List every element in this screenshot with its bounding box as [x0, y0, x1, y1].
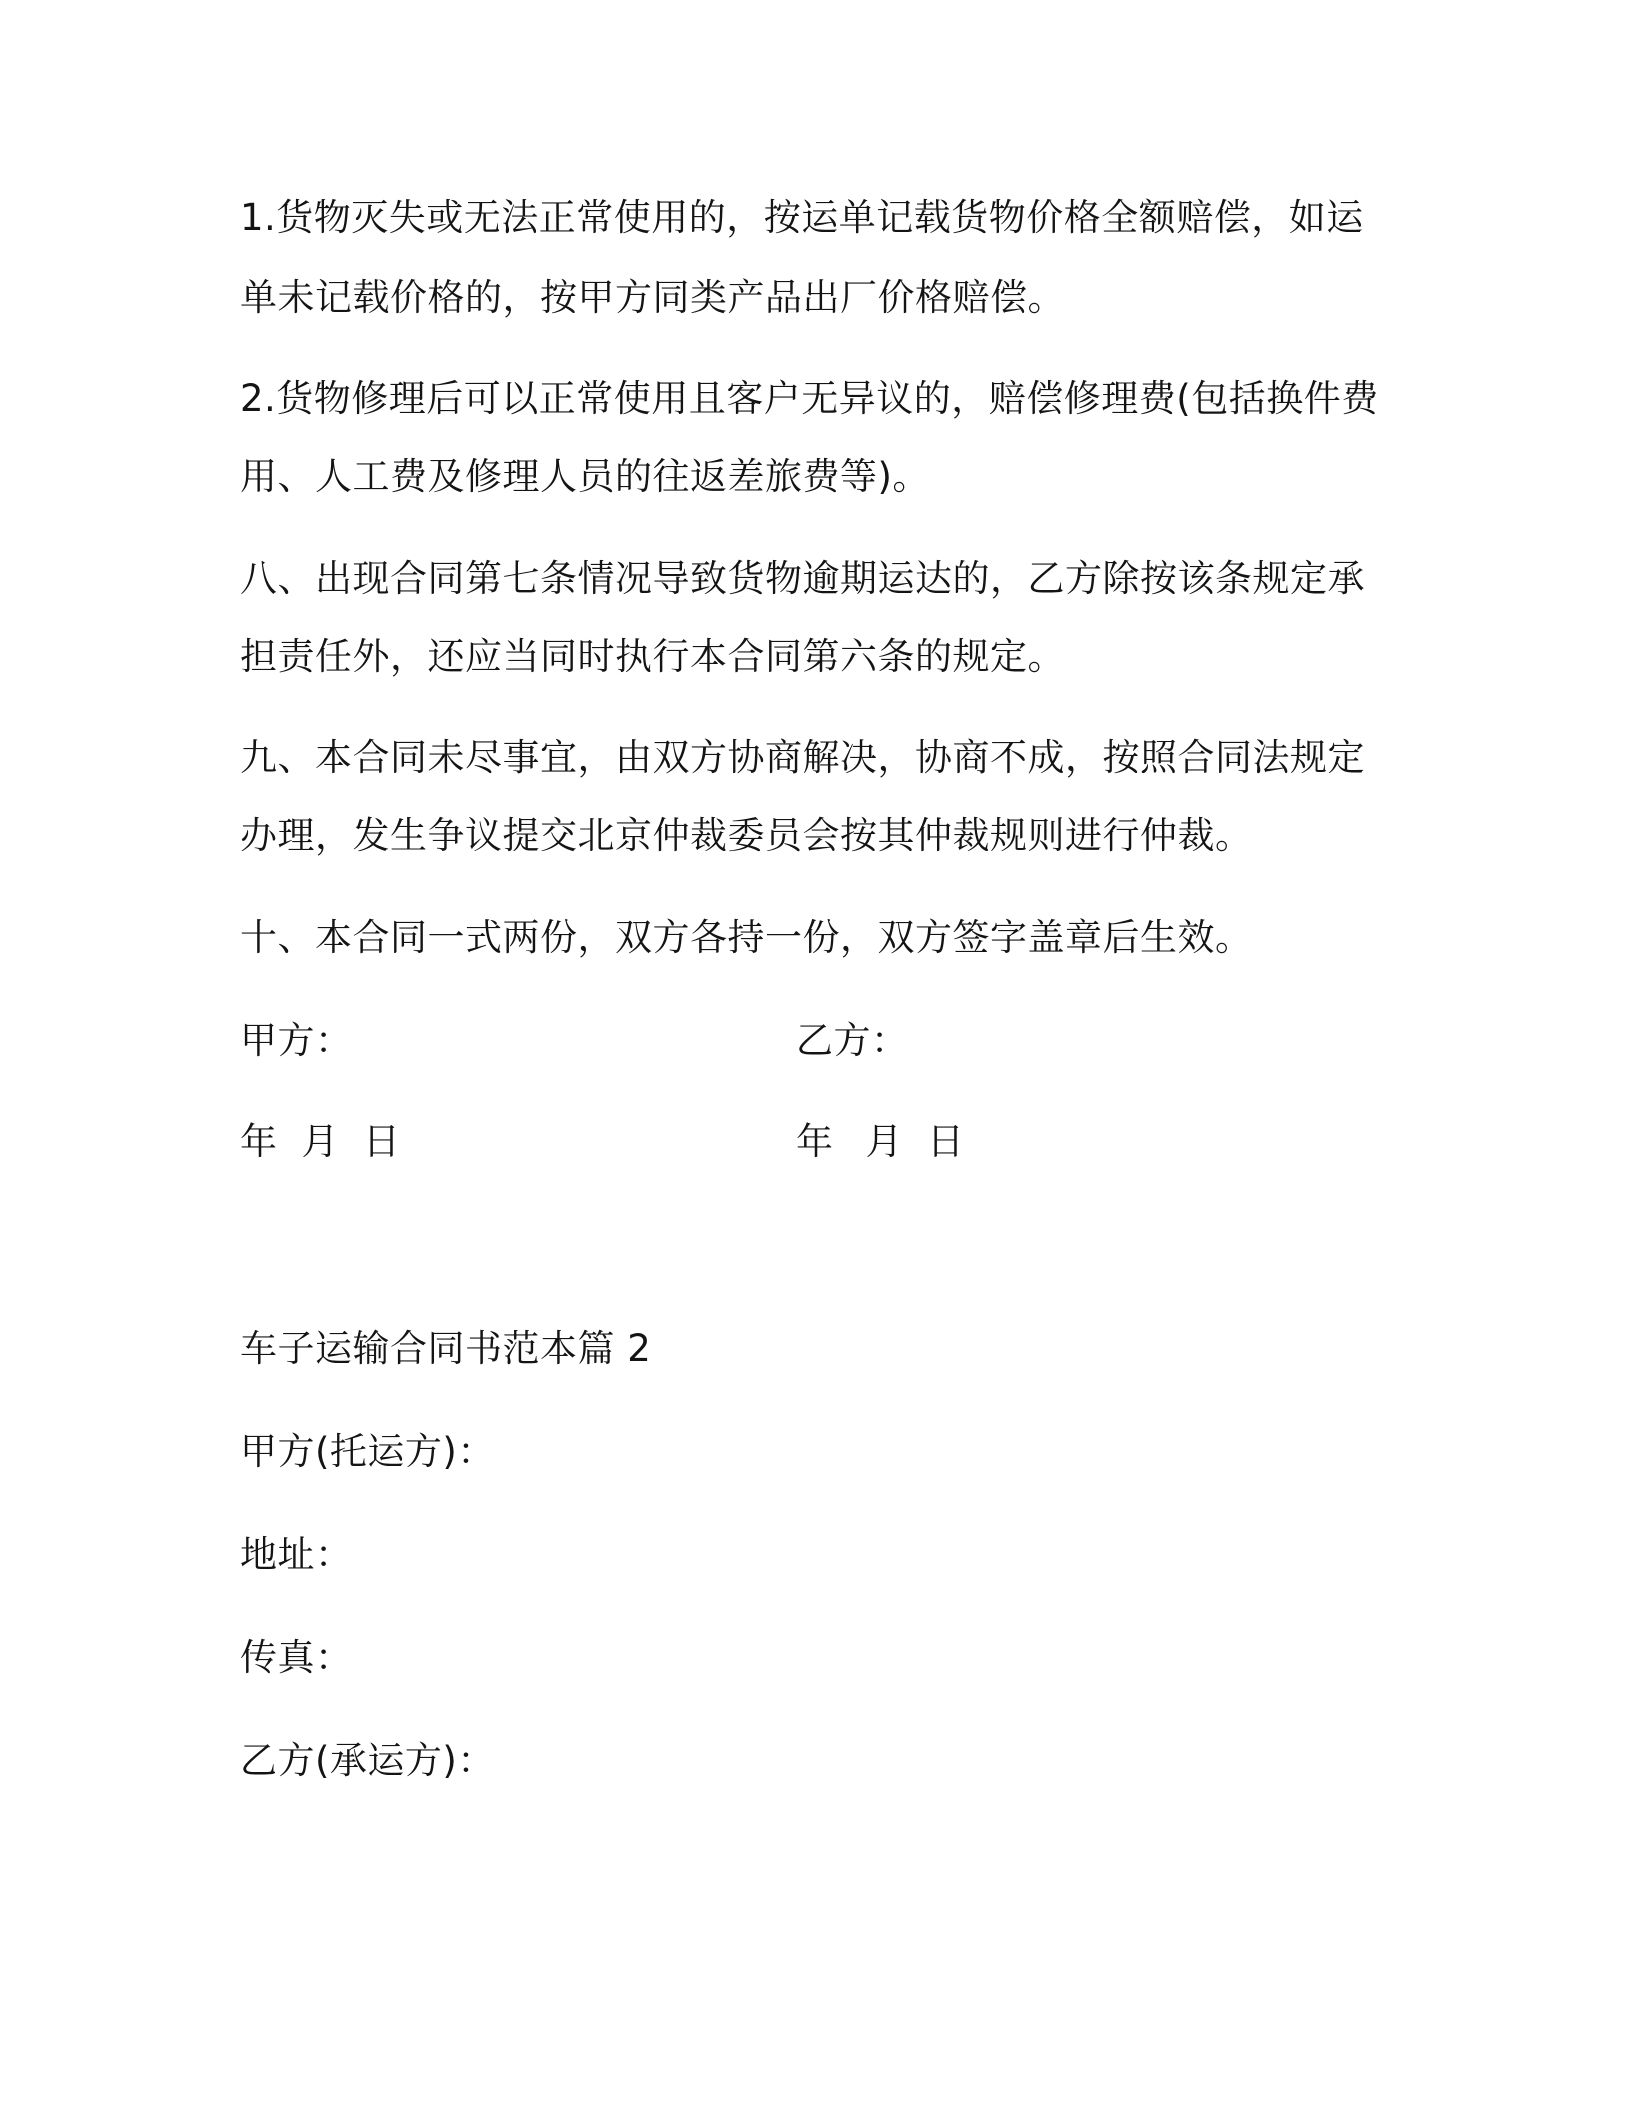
item1-line2: 单未记载价格的，按甲方同类产品出厂价格赔偿。 — [240, 276, 1065, 319]
clause9-line1: 九、本合同未尽事宜，由双方协商解决，协商不成，按照合同法规定 — [240, 736, 1365, 779]
section2-title: 车子运输合同书范本篇 2 — [240, 1327, 652, 1370]
field-shipper: 甲方(托运方)： — [240, 1430, 495, 1473]
date-a-month: 月 — [301, 1120, 339, 1163]
item1-line1: 1.货物灭失或无法正常使用的，按运单记载货物价格全额赔偿，如运 — [240, 196, 1364, 239]
field-fax: 传真： — [240, 1636, 353, 1679]
signature-date-b — [796, 1118, 989, 1166]
field-address: 地址： — [240, 1533, 353, 1576]
item2-line2: 用、人工费及修理人员的往返差旅费等)。 — [240, 455, 930, 498]
date-b-year: 年 — [796, 1120, 834, 1163]
clause8-line2: 担责任外，还应当同时执行本合同第六条的规定。 — [240, 635, 1065, 678]
clause10-line1: 十、本合同一式两份，双方各持一份，双方签字盖章后生效。 — [240, 916, 1253, 959]
signature-date-a — [240, 1118, 425, 1166]
signature-party-b: 乙方： — [796, 1019, 909, 1062]
signature-party-a: 甲方： — [240, 1019, 353, 1062]
item2-line1: 2.货物修理后可以正常使用且客户无异议的，赔偿修理费(包括换件费 — [240, 377, 1379, 420]
date-b-month: 月 — [865, 1120, 903, 1163]
clause8-line1: 八、出现合同第七条情况导致货物逾期运达的，乙方除按该条规定承 — [240, 557, 1365, 600]
date-a-year: 年 — [240, 1120, 278, 1163]
clause9-line2: 办理，发生争议提交北京仲裁委员会按其仲裁规则进行仲裁。 — [240, 814, 1253, 857]
date-b-day: 日 — [927, 1120, 965, 1163]
field-carrier: 乙方(承运方)： — [240, 1739, 495, 1782]
date-a-day: 日 — [363, 1120, 401, 1163]
